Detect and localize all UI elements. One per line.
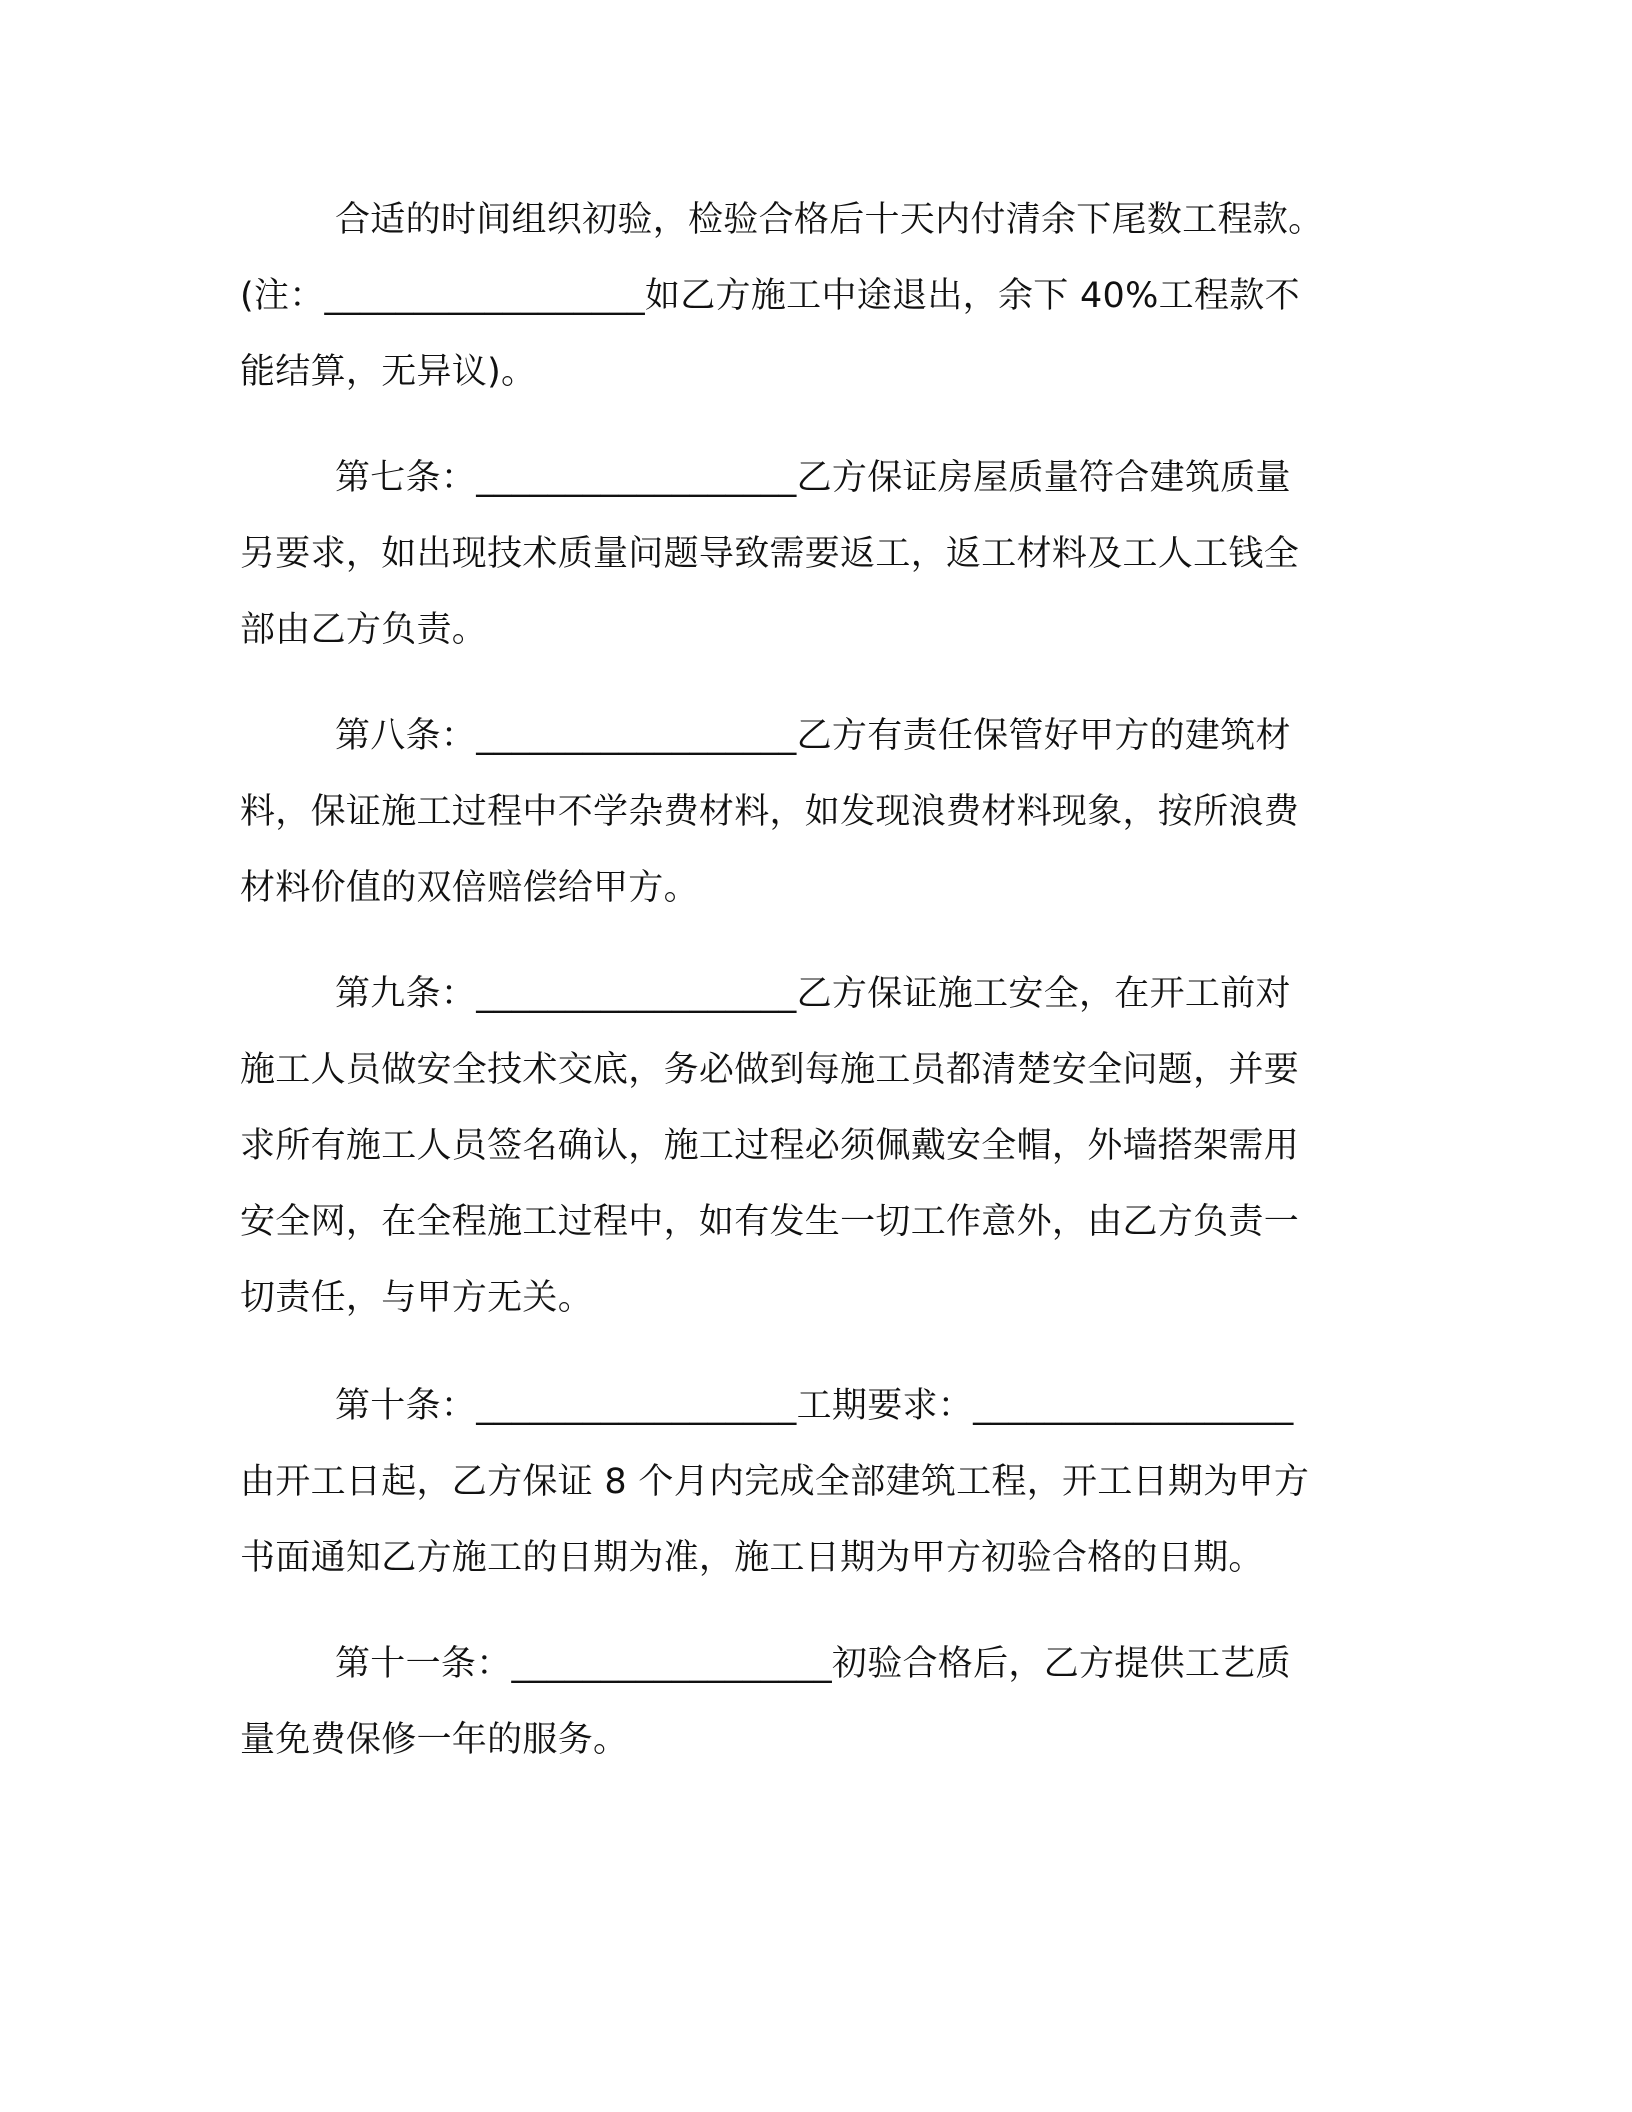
article-10-line-2: 由开工日起，乙方保证 8 个月内完成全部建筑工程，开工日期为甲方	[240, 1462, 1310, 1502]
article-7-line-3: 部由乙方负责。	[240, 610, 488, 650]
article-7-line-1: 第七条：__________________乙方保证房屋质量符合建筑质量	[335, 458, 1291, 498]
article-11-line-1: 第十一条：__________________初验合格后，乙方提供工艺质	[335, 1644, 1291, 1684]
article-7-line-2: 另要求，如出现技术质量问题导致需要返工，返工材料及工人工钱全	[240, 534, 1300, 574]
article-9-line-1: 第九条：__________________乙方保证施工安全，在开工前对	[335, 974, 1291, 1014]
paragraph-6-note-line-2: 能结算，无异议)。	[240, 352, 537, 392]
article-8-line-3: 材料价值的双倍赔偿给甲方。	[240, 868, 699, 908]
article-9-line-3: 求所有施工人员签名确认，施工过程必须佩戴安全帽，外墙搭架需用	[240, 1126, 1300, 1166]
article-8-line-2: 料，保证施工过程中不学杂费材料，如发现浪费材料现象，按所浪费	[240, 792, 1300, 832]
paragraph-6-continuation-line-1: 合适的时间组织初验，检验合格后十天内付清余下尾数工程款。	[335, 200, 1324, 240]
paragraph-6-note-line-1: (注：__________________如乙方施工中途退出，余下 40%工程款不	[240, 276, 1300, 316]
article-10-line-3: 书面通知乙方施工的日期为准，施工日期为甲方初验合格的日期。	[240, 1538, 1264, 1578]
article-9-line-2: 施工人员做安全技术交底，务必做到每施工员都清楚安全问题，并要	[240, 1050, 1300, 1090]
article-9-line-4: 安全网，在全程施工过程中，如有发生一切工作意外，由乙方负责一	[240, 1202, 1300, 1242]
article-9-line-5: 切责任，与甲方无关。	[240, 1278, 594, 1318]
article-8-line-1: 第八条：__________________乙方有责任保管好甲方的建筑材	[335, 716, 1291, 756]
article-10-line-1: 第十条：__________________工期要求：__________________	[335, 1386, 1294, 1426]
article-11-line-2: 量免费保修一年的服务。	[240, 1720, 629, 1760]
